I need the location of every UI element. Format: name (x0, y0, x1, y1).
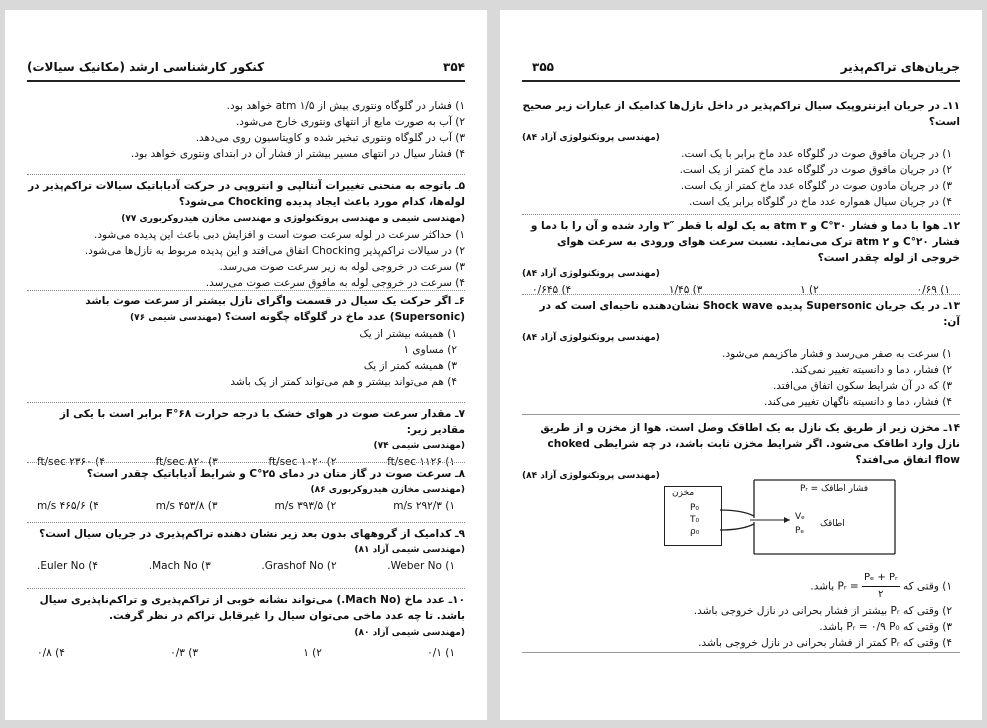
option: ۱) ۰/۱ (427, 647, 455, 659)
question-source: (مهندسی شیمی آزاد ۸۰) (354, 628, 465, 638)
option: ۱) همیشه بیشتر از یک (359, 328, 457, 340)
page-title: کنکور کارشناسی ارشد (مکانیک سیالات) (27, 60, 265, 74)
option: ۱) فشار در گلوگاه ونتوری بیش از ۱/۵ atm خواهد بود. (226, 100, 465, 112)
question-stem: ۹ـ کدامیک از گروههای بدون بعد زیر نشان دهنده تراکم‌پذیری در جریان سیال است؟ (39, 528, 465, 540)
option: ۳) همیشه کمتر از یک (363, 360, 457, 372)
option: ۳) Mach No. (148, 560, 211, 572)
option: ۳) ۱/۴۵ (668, 284, 703, 296)
tank-label: مخزن (672, 488, 695, 498)
option: ۴) ۴۶۵/۶ m/s (37, 500, 99, 512)
option: ۱) ۰/۶۹ (916, 284, 950, 296)
option-prefix: ۱) وقتی که (902, 580, 952, 593)
fraction-numerator: Pₑ + Pᵣ (862, 570, 900, 587)
option: ۳) سرعت در خروجی لوله به زیر سرعت صوت می‌رسد. (219, 261, 465, 273)
question-stem: ۸ـ سرعت صوت در گاز متان در دمای ۲۵°C و شرایط آدیاباتیک چقدر است؟ (86, 468, 465, 480)
option-formula (838, 570, 900, 603)
option: ۱) Weber No. (387, 560, 455, 572)
divider (27, 174, 465, 175)
option: ۴) فشار، دما و دانسیته ناگهان تغییر می‌کند. (764, 396, 952, 408)
question-stem: ۶ـ اگر حرکت یک سیال در قسمت واگرای نازل بیشتر از سرعت صوت باشد (Supersonic) عدد ماخ در گلوگاه چگونه است؟ (85, 295, 465, 323)
option: ۱) در جریان مافوق صوت در گلوگاه عدد ماخ برابر با یک است. (681, 148, 952, 160)
divider (27, 462, 465, 463)
option: ۳) آب در گلوگاه ونتوری تبخیر شده و کاویتاسیون روی می‌دهد. (195, 132, 465, 144)
option (522, 570, 960, 603)
option: ۱) ۲۹۲/۳ m/s (393, 500, 455, 512)
question-12 (522, 218, 960, 298)
option-suffix: باشد. (810, 580, 835, 593)
pr-label: فشار اطاقک = Pᵣ (800, 484, 869, 494)
ve-label: Vₑ (795, 512, 805, 522)
question-stem: ۵ـ باتوجه به منحنی تغییرات آنتالپی و انتروپی در حرکت آدیاباتیک سیالات تراکم‌پذیر در لوله‌ها، کدام مورد باعث ایجاد پدیده Chocking می‌شود؟ (28, 180, 465, 208)
left-page (5, 10, 487, 720)
option: ۴) هم می‌تواند بیشتر و هم می‌تواند کمتر از یک باشد (230, 376, 457, 388)
formula-lhs: Pᵣ = (837, 580, 859, 593)
option: ۱) سرعت به صفر می‌رسد و فشار ماکزیمم می‌شود. (722, 348, 952, 360)
option: ۴) ۲۳۶۰ ft/sec (37, 456, 105, 468)
question-source: (مهندسی شیمی ۷۶) (129, 313, 222, 323)
option: ۴) ۰/۸ (37, 647, 65, 659)
question-14-options (522, 570, 960, 651)
option: ۳) ۴۵۳/۸ m/s (155, 500, 218, 512)
question-source: (مهندسی شیمی و مهندسی پروتکنولوژی و مهندسی مخازن هیدروکربوری ۷۷) (121, 214, 465, 224)
option: ۴) سرعت در خروجی لوله به مافوق سرعت صوت می‌رسد. (205, 277, 465, 289)
question-stem: ۱۱ـ در جریان ایزنتروپیک سیال تراکم‌پذیر در داخل نازل‌ها کدامیک از عبارات زیر صحیح است؟ (522, 100, 960, 128)
tank-nozzle-diagram (650, 472, 900, 558)
divider (27, 522, 465, 523)
option: ۴) Euler No. (37, 560, 99, 572)
question-source: (مهندسی شیمی آزاد ۸۱) (354, 545, 465, 555)
question-stem: ۱۰ـ عدد ماخ (Mach No.) می‌تواند نشانه خوبی از تراکم‌پذیری و تراکم‌ناپذیری سیال باشد. تا چه عدد ماخی می‌توان سیال را غیرقابل تراکم در نظر گرفت. (39, 594, 465, 622)
option: ۲) فشار، دما و دانسیته تغییر نمی‌کند. (790, 364, 952, 376)
question-4-options (27, 98, 465, 162)
option: ۲) وقتی که Pᵣ بیشتر از فشار بحرانی در نازل خروجی باشد. (693, 605, 952, 617)
question-source: (مهندسی پروتکنولوژی آزاد ۸۴) (522, 471, 660, 481)
option: ۲) ۱۰۲۰ ft/sec (268, 456, 337, 468)
divider (522, 414, 960, 415)
question-13 (522, 298, 960, 410)
option: ۴) در جریان سیال همواره عدد ماخ در گلوگاه برابر یک است. (688, 196, 952, 208)
option: ۲) ۳۹۳/۵ m/s (274, 500, 337, 512)
question-9 (27, 526, 465, 574)
question-10 (27, 592, 465, 661)
option: ۳) در جریان مادون صوت در گلوگاه عدد ماخ کمتر از یک است. (680, 180, 952, 192)
divider (522, 294, 960, 295)
page-number: ۳۵۴ (443, 60, 465, 74)
option: ۴) فشار سیال در انتهای مسیر بیشتر از فشار آن در ابتدای ونتوری خواهد بود. (130, 148, 465, 160)
question-source: (مهندسی پروتکنولوژی آزاد ۸۴) (522, 133, 660, 143)
page-number: ۳۵۵ (532, 60, 554, 74)
option: ۲) مساوی ۱ (403, 344, 457, 356)
right-page (500, 10, 982, 720)
question-stem: ۷ـ مقدار سرعت صوت در هوای خشک با درجه حرارت ۶۸°F برابر است با یکی از مقادیر زیر: (59, 408, 465, 436)
question-6 (27, 293, 465, 390)
question-source: (مهندسی شیمی ۷۴) (373, 441, 465, 451)
option: ۲) در سیالات تراکم‌پذیر Chocking اتفاق می‌افتد و این پدیده مربوط به نازل‌ها می‌شود. (84, 245, 465, 257)
divider (27, 588, 465, 589)
option: ۳) وقتی که Pᵣ = ۰/۹ P₀ باشد. (819, 621, 952, 633)
chamber-label: اطاقک (820, 519, 845, 529)
question-stem: ۱۴ـ مخزن زیر از طریق یک نازل به یک اطاقک وصل است. هوا از مخزن و از طریق نازل وارد اطاقک می‌شود. اگر شرایط مخزن ثابت باشد، در چه شرایطی choked flow اتفاق می‌افتد؟ (540, 422, 960, 466)
option: ۲) Grashof No. (261, 560, 337, 572)
divider (522, 652, 960, 653)
fraction-denominator: ۲ (878, 589, 884, 600)
option: ۲) آب به صورت مایع از انتهای ونتوری خارج می‌شود. (235, 116, 465, 128)
option: ۲) ۱ (303, 647, 322, 659)
question-7 (27, 406, 465, 470)
p0-label: P₀ (690, 503, 700, 513)
question-11 (522, 98, 960, 210)
formula-fraction (862, 570, 900, 603)
question-5 (27, 178, 465, 291)
divider (522, 214, 960, 215)
option: ۳) ۰/۳ (170, 647, 198, 659)
option: ۴) ۰/۶۴۵ (532, 284, 572, 296)
page-header (27, 54, 465, 82)
page-title: جریان‌های تراکم‌پذیر (840, 60, 960, 74)
question-source: (مهندسی پروتکنولوژی آزاد ۸۴) (522, 333, 660, 343)
option: ۳) که در آن شرایط سکون اتفاق می‌افتد. (772, 380, 952, 392)
option: ۴) وقتی که Pᵣ کمتر از فشار بحرانی در نازل خروجی باشد. (698, 637, 952, 649)
rho0-label: ρ₀ (690, 527, 700, 537)
question-source: (مهندسی مخازن هیدروکربوری ۸۶) (310, 485, 465, 495)
question-8 (27, 466, 465, 514)
option: ۲) ۱ (800, 284, 819, 296)
question-stem: ۱۳ـ در یک جریان Supersonic پدیده Shock wave نشان‌دهنده ناحیه‌ای است که در آن: (539, 300, 960, 328)
divider (27, 290, 465, 291)
question-source: (مهندسی پروتکنولوژی آزاد ۸۴) (522, 269, 660, 279)
t0-label: T₀ (690, 515, 700, 525)
pe-label: Pₑ (795, 526, 805, 536)
option: ۱) ۱۱۲۶ ft/sec (387, 456, 455, 468)
divider (27, 402, 465, 403)
option: ۱) حداکثر سرعت در لوله سرعت صوت است و افزایش دبی باعث این پدیده می‌شود. (93, 229, 465, 241)
question-stem: ۱۲ـ هوا با دما و فشار ۳۰°C و ۳ atm به یک لوله با قطر ″۳ وارد شده و آن را با دما و فشار ۲۰°C و ۲ atm ترک می‌نماید. نسبت سرعت هوای ورودی به سرعت هوای خروجی از لوله چقدر است؟ (530, 220, 960, 264)
option: ۲) در جریان مافوق صوت در گلوگاه عدد ماخ کمتر از یک است. (679, 164, 952, 176)
option: ۳) ۸۲۰ ft/sec (155, 456, 218, 468)
page-header (522, 54, 960, 82)
